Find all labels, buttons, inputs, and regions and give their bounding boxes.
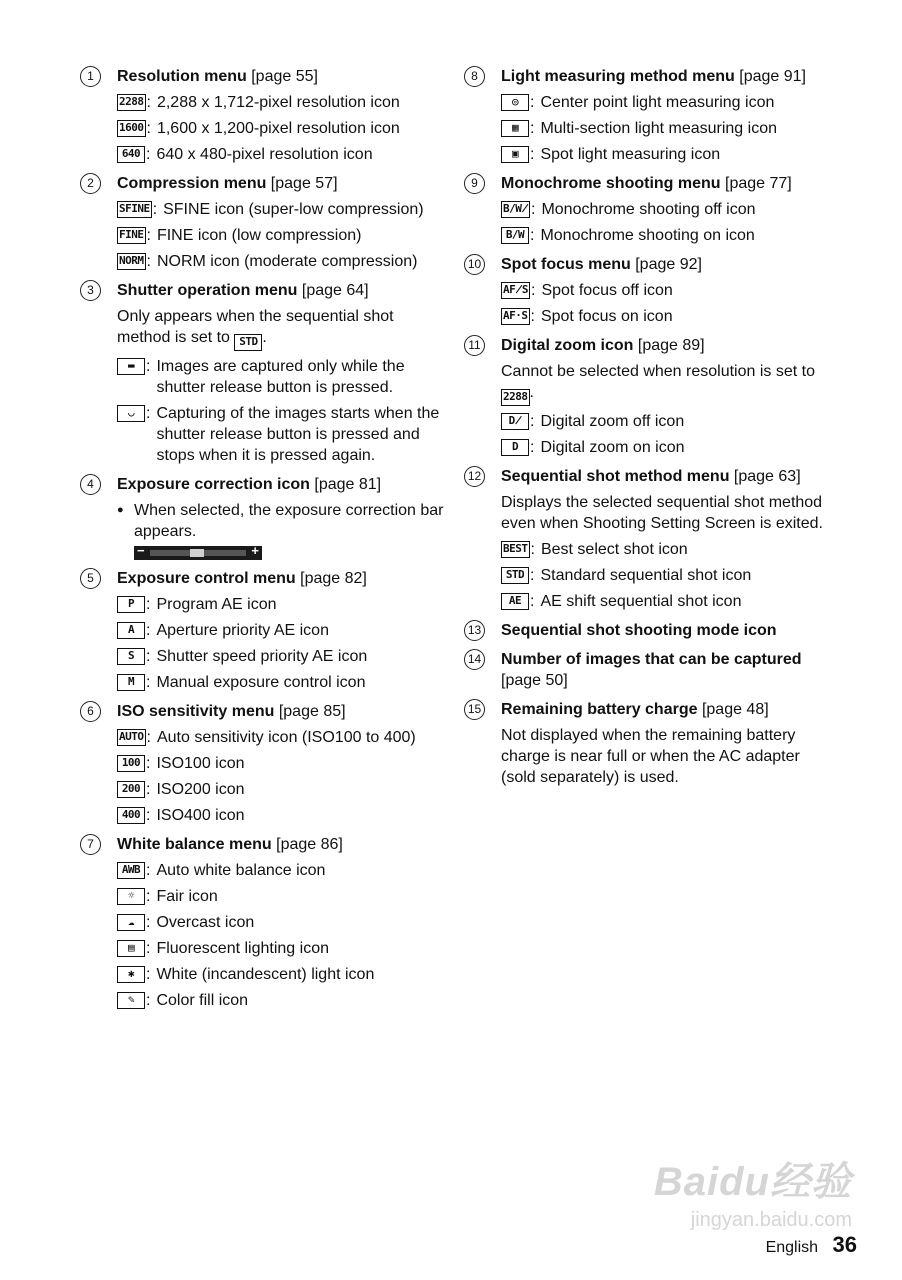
- section-number: 15: [464, 699, 485, 720]
- bullet-note: [117, 500, 445, 542]
- page-reference: [page 50]: [501, 672, 568, 689]
- item-description: Program AE icon: [156, 596, 277, 613]
- list-item: [117, 594, 445, 615]
- section-number: 2: [80, 173, 101, 194]
- setting-icon: M: [117, 674, 145, 691]
- setting-icon: ▬: [117, 358, 145, 375]
- list-item: [501, 92, 836, 113]
- section-1: [80, 66, 445, 165]
- item-description: 2,288 x 1,712-pixel resolution icon: [156, 94, 400, 111]
- list-item: [117, 727, 445, 748]
- separator: :: [146, 914, 151, 931]
- separator: :: [146, 622, 151, 639]
- item-description: Multi-section light measuring icon: [540, 120, 777, 137]
- list-item: [117, 779, 445, 800]
- list-item: [501, 437, 836, 458]
- setting-icon: 400: [117, 807, 145, 824]
- list-item: [117, 620, 445, 641]
- section-title: [501, 173, 836, 194]
- description-text: Displays the selected sequential shot method even when Shooting Setting Screen is exited.: [501, 494, 823, 532]
- setting-icon: 100: [117, 755, 145, 772]
- section-title: [117, 66, 445, 87]
- description-text: Only appears when the sequential shot method is set to: [117, 308, 394, 346]
- minus-icon: −: [137, 543, 145, 558]
- section-number: 5: [80, 568, 101, 589]
- setting-icon: ▦: [501, 120, 529, 137]
- separator: :: [530, 94, 535, 111]
- setting-icon: AF̸S: [501, 282, 530, 299]
- section-title: [117, 280, 445, 301]
- setting-icon: AUTO: [117, 729, 146, 746]
- list-item: [501, 591, 836, 612]
- list-item: [501, 199, 836, 220]
- section-heading: Digital zoom icon: [501, 337, 634, 354]
- page-reference: [page 81]: [309, 476, 382, 493]
- list-item: [117, 990, 445, 1011]
- setting-icon: NORM: [117, 253, 146, 270]
- setting-icon: S: [117, 648, 145, 665]
- separator: :: [530, 227, 535, 244]
- section-number: 13: [464, 620, 485, 641]
- list-item: [117, 403, 445, 466]
- separator: :: [146, 648, 151, 665]
- section-6: [80, 701, 445, 826]
- separator: :: [146, 966, 151, 983]
- setting-icon: 1600: [117, 120, 146, 137]
- list-item: [117, 912, 445, 933]
- watermark-url: jingyan.baidu.com: [690, 1209, 852, 1231]
- page-reference: [page 85]: [274, 703, 346, 720]
- separator: :: [146, 405, 151, 422]
- icon-list: [501, 280, 836, 327]
- bullet-text: When selected, the exposure correction bar appears.: [134, 502, 444, 540]
- item-description: Auto white balance icon: [156, 862, 326, 879]
- item-description: SFINE icon (super-low compression): [163, 201, 424, 218]
- setting-icon: ☼: [117, 888, 145, 905]
- icon-list: [501, 199, 836, 246]
- section-heading: Compression menu: [117, 175, 267, 192]
- separator: :: [530, 541, 535, 558]
- separator: :: [146, 146, 151, 163]
- item-description: Monochrome shooting off icon: [541, 201, 756, 218]
- separator: :: [146, 358, 151, 375]
- page-reference: [page 92]: [630, 256, 702, 273]
- setting-icon: B/W̸: [501, 201, 530, 218]
- bullet-icon: ●: [117, 504, 124, 516]
- page-reference: [page 91]: [734, 68, 806, 85]
- section-3: [80, 280, 445, 466]
- description-end: .: [529, 384, 534, 401]
- icon-list: [501, 411, 836, 458]
- icon-list: [117, 860, 445, 1011]
- icon-list: [117, 727, 445, 826]
- list-item: [117, 92, 445, 113]
- item-description: Aperture priority AE icon: [156, 622, 329, 639]
- section-heading: ISO sensitivity menu: [117, 703, 275, 720]
- section-title: [501, 699, 836, 720]
- item-description: NORM icon (moderate compression): [156, 253, 418, 270]
- description-text: Not displayed when the remaining battery charge is near full or when the AC adapter (sold separately) is used.: [501, 727, 800, 786]
- list-item: [501, 280, 836, 301]
- setting-icon: ✱: [117, 966, 145, 983]
- item-description: 640 x 480-pixel resolution icon: [156, 146, 373, 163]
- setting-icon: AE: [501, 593, 529, 610]
- page-reference: [page 48]: [697, 701, 769, 718]
- plus-icon: +: [251, 543, 259, 558]
- list-item: [501, 118, 836, 139]
- section-title: [501, 66, 836, 87]
- setting-icon: FINE: [117, 227, 146, 244]
- setting-icon: SFINE: [117, 201, 152, 218]
- list-item: [117, 964, 445, 985]
- item-description: Digital zoom on icon: [540, 439, 685, 456]
- section-description: [501, 492, 836, 534]
- separator: :: [146, 940, 151, 957]
- setting-icon: B/W: [501, 227, 529, 244]
- separator: :: [146, 596, 151, 613]
- section-description: [117, 306, 445, 351]
- item-description: Spot light measuring icon: [540, 146, 721, 163]
- separator: :: [530, 413, 535, 430]
- separator: :: [531, 201, 536, 218]
- list-item: [501, 144, 836, 165]
- setting-icon: AF·S: [501, 308, 530, 325]
- setting-icon: ◎: [501, 94, 529, 111]
- setting-icon: ◡: [117, 405, 145, 422]
- section-title: [501, 649, 836, 691]
- footer-language: English: [765, 1239, 819, 1256]
- separator: :: [152, 201, 158, 218]
- item-description: 1,600 x 1,200-pixel resolution icon: [156, 120, 400, 137]
- list-item: [117, 646, 445, 667]
- list-item: [501, 565, 836, 586]
- item-description: Fair icon: [156, 888, 218, 905]
- separator: :: [146, 729, 151, 746]
- list-item: [117, 886, 445, 907]
- section-heading: Spot focus menu: [501, 256, 631, 273]
- separator: :: [146, 227, 151, 244]
- separator: :: [530, 146, 535, 163]
- section-15: [464, 699, 836, 788]
- section-9: [464, 173, 836, 246]
- page-reference: [page 86]: [271, 836, 343, 853]
- setting-icon: 2288: [501, 389, 530, 406]
- section-11: [464, 335, 836, 458]
- left-column: [80, 66, 445, 1019]
- item-description: ISO400 icon: [156, 807, 245, 824]
- icon-list: [501, 92, 836, 165]
- separator: :: [530, 439, 535, 456]
- section-13: [464, 620, 836, 641]
- list-item: [117, 938, 445, 959]
- section-number: 12: [464, 466, 485, 487]
- item-description: Shutter speed priority AE icon: [156, 648, 368, 665]
- item-description: AE shift sequential shot icon: [540, 593, 742, 610]
- item-description: Images are captured only while the shutter release button is pressed.: [156, 358, 405, 396]
- section-description: [501, 361, 836, 406]
- item-description: Standard sequential shot icon: [540, 567, 752, 584]
- separator: :: [146, 992, 151, 1009]
- section-number: 6: [80, 701, 101, 722]
- page-reference: [page 64]: [297, 282, 369, 299]
- setting-icon: D: [501, 439, 529, 456]
- list-item: [117, 225, 445, 246]
- list-item: [117, 805, 445, 826]
- separator: :: [146, 674, 151, 691]
- item-description: Color fill icon: [156, 992, 249, 1009]
- page-reference: [page 77]: [720, 175, 792, 192]
- setting-icon: ☁: [117, 914, 145, 931]
- watermark: [642, 1150, 852, 1245]
- page-number: 36: [832, 1232, 857, 1257]
- separator: :: [530, 567, 535, 584]
- setting-icon: P: [117, 596, 145, 613]
- section-heading: White balance menu: [117, 836, 272, 853]
- section-number: 10: [464, 254, 485, 275]
- item-description: ISO200 icon: [156, 781, 245, 798]
- section-title: [501, 254, 836, 275]
- icon-list: [117, 199, 445, 272]
- page-footer: [766, 1232, 857, 1258]
- separator: :: [146, 253, 151, 270]
- section-heading: Shutter operation menu: [117, 282, 298, 299]
- item-description: White (incandescent) light icon: [156, 966, 375, 983]
- section-number: 4: [80, 474, 101, 495]
- setting-icon: BEST: [501, 541, 530, 558]
- section-heading: Exposure control menu: [117, 570, 296, 587]
- list-item: [117, 144, 445, 165]
- icon-list: [117, 92, 445, 165]
- list-item: [501, 411, 836, 432]
- separator: :: [146, 862, 151, 879]
- item-description: Manual exposure control icon: [156, 674, 366, 691]
- item-description: Digital zoom off icon: [540, 413, 685, 430]
- exposure-correction-bar: [134, 543, 262, 560]
- setting-icon: D̸: [501, 413, 529, 430]
- separator: :: [146, 888, 151, 905]
- section-heading: Light measuring method menu: [501, 68, 735, 85]
- item-description: Overcast icon: [156, 914, 255, 931]
- setting-icon: A: [117, 622, 145, 639]
- watermark-logo-text: Baidu经验: [653, 1160, 852, 1204]
- separator: :: [146, 94, 151, 111]
- right-column: [464, 66, 836, 796]
- item-description: Monochrome shooting on icon: [540, 227, 755, 244]
- section-8: [464, 66, 836, 165]
- section-heading: Number of images that can be captured: [501, 651, 802, 668]
- setting-icon: 200: [117, 781, 145, 798]
- section-2: [80, 173, 445, 272]
- item-description: Spot focus on icon: [540, 308, 673, 325]
- description-end: .: [262, 329, 267, 346]
- list-item: [117, 860, 445, 881]
- section-12: [464, 466, 836, 612]
- list-item: [117, 199, 445, 220]
- separator: :: [530, 120, 535, 137]
- item-description: Center point light measuring icon: [540, 94, 775, 111]
- section-7: [80, 834, 445, 1011]
- exposure-indicator: [190, 549, 204, 557]
- item-description: Auto sensitivity icon (ISO100 to 400): [156, 729, 416, 746]
- section-4: [80, 474, 445, 560]
- setting-icon: AWB: [117, 862, 145, 879]
- list-item: [117, 118, 445, 139]
- list-item: [117, 672, 445, 693]
- setting-icon: 640: [117, 146, 145, 163]
- section-number: 3: [80, 280, 101, 301]
- item-description: Spot focus off icon: [541, 282, 673, 299]
- icon-list: [117, 594, 445, 693]
- section-number: 7: [80, 834, 101, 855]
- separator: :: [530, 308, 535, 325]
- section-title: [501, 335, 836, 356]
- item-description: Capturing of the images starts when the shutter release button is pressed and stops when it is pressed again.: [156, 405, 440, 464]
- item-description: ISO100 icon: [156, 755, 245, 772]
- page-reference: [page 55]: [246, 68, 318, 85]
- section-title: [501, 620, 836, 641]
- setting-icon: ▤: [117, 940, 145, 957]
- separator: :: [146, 755, 151, 772]
- section-title: [501, 466, 836, 487]
- separator: :: [146, 120, 151, 137]
- item-description: FINE icon (low compression): [156, 227, 362, 244]
- list-item: [117, 753, 445, 774]
- page-reference: [page 82]: [295, 570, 367, 587]
- setting-icon: STD: [501, 567, 529, 584]
- section-heading: Resolution menu: [117, 68, 247, 85]
- section-14: [464, 649, 836, 691]
- section-number: 14: [464, 649, 485, 670]
- section-heading: Sequential shot shooting mode icon: [501, 622, 777, 639]
- section-title: [117, 701, 445, 722]
- list-item: [501, 225, 836, 246]
- description-text: Cannot be selected when resolution is set to: [501, 363, 815, 380]
- section-10: [464, 254, 836, 327]
- section-title: [117, 173, 445, 194]
- setting-icon: STD: [234, 334, 262, 351]
- section-number: 8: [464, 66, 485, 87]
- separator: :: [146, 807, 151, 824]
- section-description: [501, 725, 836, 788]
- page-reference: [page 89]: [633, 337, 705, 354]
- section-heading: Remaining battery charge: [501, 701, 698, 718]
- item-description: Fluorescent lighting icon: [156, 940, 329, 957]
- section-title: [117, 474, 445, 495]
- separator: :: [531, 282, 536, 299]
- setting-icon: ▣: [501, 146, 529, 163]
- section-heading: Monochrome shooting menu: [501, 175, 721, 192]
- section-title: [117, 568, 445, 589]
- section-number: 1: [80, 66, 101, 87]
- icon-list: [117, 356, 445, 466]
- icon-list: [501, 539, 836, 612]
- section-heading: Exposure correction icon: [117, 476, 310, 493]
- section-title: [117, 834, 445, 855]
- section-number: 11: [464, 335, 485, 356]
- page-reference: [page 63]: [729, 468, 801, 485]
- section-number: 9: [464, 173, 485, 194]
- separator: :: [530, 593, 535, 610]
- section-5: [80, 568, 445, 693]
- list-item: [117, 251, 445, 272]
- separator: :: [146, 781, 151, 798]
- setting-icon: 2288: [117, 94, 146, 111]
- setting-icon: ✎: [117, 992, 145, 1009]
- list-item: [501, 306, 836, 327]
- list-item: [501, 539, 836, 560]
- list-item: [117, 356, 445, 398]
- item-description: Best select shot icon: [540, 541, 688, 558]
- page-reference: [page 57]: [266, 175, 338, 192]
- section-heading: Sequential shot method menu: [501, 468, 730, 485]
